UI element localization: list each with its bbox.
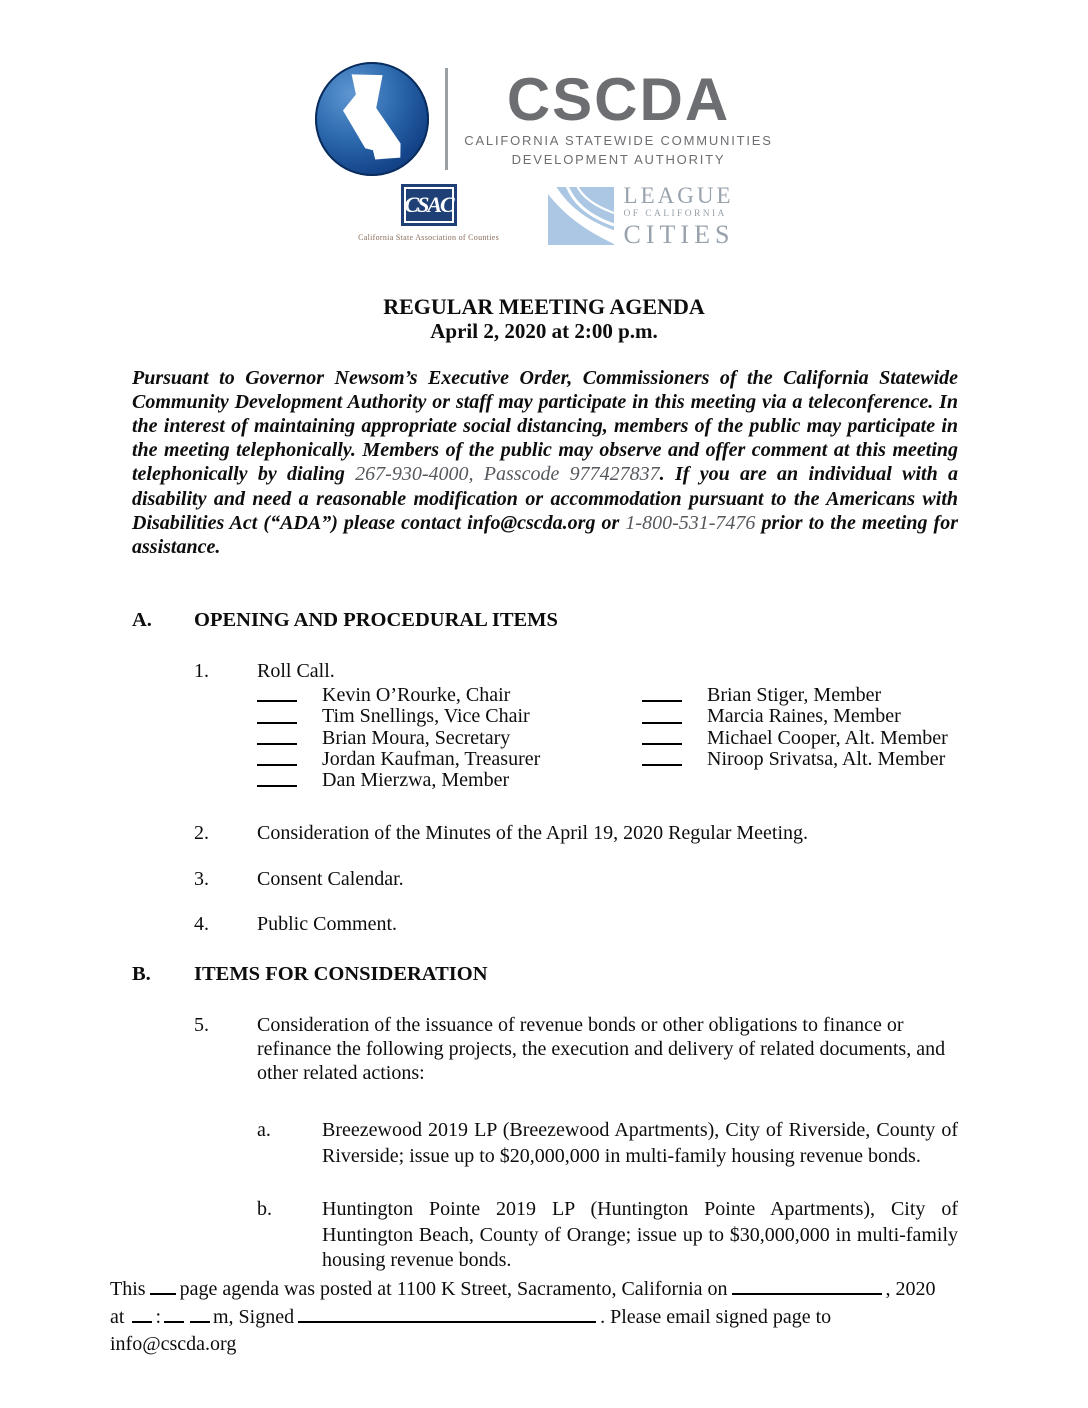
section-a-heading — [132, 609, 1088, 632]
vote-blank-line — [257, 762, 297, 766]
agenda-item-1 — [194, 659, 1088, 683]
roll-call-list — [257, 684, 1088, 790]
item-4-number: 4. — [194, 913, 209, 936]
item-5a-letter: a. — [257, 1119, 271, 1142]
footer-text: m, Signed — [213, 1305, 295, 1328]
posting-date-blank — [732, 1291, 882, 1295]
item-5-text: Consideration of the issuance of revenue bonds or other obligations to finance or refinance the following projects, the execution and delivery of related documents, and other related actions: — [257, 1014, 946, 1085]
item-5a-text: Breezewood 2019 LP (Breezewood Apartments), City of Riverside, County of Riverside; issue up to $20,000,000 in multi-family housing revenue bonds. — [322, 1119, 958, 1167]
league-swoosh-icon — [548, 187, 614, 245]
league-line-1: LEAGUE — [623, 183, 734, 208]
vote-blank-line — [257, 698, 297, 702]
teleconference-notice — [132, 366, 958, 560]
posting-certification-footer — [110, 1276, 954, 1359]
cscda-tagline-1: CALIFORNIA STATEWIDE COMMUNITIES — [464, 133, 773, 148]
footer-text: , 2020 at — [110, 1278, 936, 1328]
league-logo — [548, 184, 735, 248]
logo-divider — [445, 68, 448, 170]
meeting-datetime: April 2, 2020 at 2:00 p.m. — [430, 318, 658, 343]
agenda-item-5 — [194, 1013, 1088, 1085]
notice-text-3: prior to the meeting for assistance. — [132, 511, 958, 558]
csac-caption: California State Association of Counties — [358, 233, 499, 242]
section-b-letter: B. — [132, 963, 151, 986]
item-5b-text: Huntington Pointe 2019 LP (Huntington Pointe Apartments), City of Huntington Beach, County of Orange; issue up to $30,000,000 in multi-family housing revenue bonds. — [322, 1198, 958, 1272]
roll-call-row — [642, 705, 948, 726]
roll-call-row — [257, 684, 642, 705]
roll-call-row — [642, 748, 948, 769]
member-name: Dan Mierzwa, Member — [322, 768, 510, 791]
csac-logo-icon — [401, 184, 457, 226]
csac-acronym: CSAC — [404, 192, 453, 217]
roll-call-row — [257, 705, 642, 726]
cscda-tagline-2: DEVELOPMENT AUTHORITY — [511, 152, 726, 167]
item-3-number: 3. — [194, 868, 209, 891]
section-b-title: ITEMS FOR CONSIDERATION — [194, 963, 488, 986]
item-3-text: Consent Calendar. — [257, 868, 404, 891]
california-globe-icon — [315, 62, 429, 176]
member-name: Marcia Raines, Member — [707, 705, 901, 728]
document-title — [0, 294, 1088, 344]
meeting-title: REGULAR MEETING AGENDA — [383, 293, 705, 319]
partner-logos — [0, 184, 1088, 248]
vote-blank-line — [642, 698, 682, 702]
csac-logo — [354, 184, 504, 242]
vote-blank-line — [257, 783, 297, 787]
league-line-2: OF CALIFORNIA — [623, 209, 727, 219]
footer-line-1 — [110, 1276, 954, 1359]
roll-call-row — [642, 684, 948, 705]
member-name: Michael Cooper, Alt. Member — [707, 726, 948, 749]
item-4-text: Public Comment. — [257, 913, 397, 936]
footer-text: . Please email signed page to info@cscda.org — [110, 1305, 832, 1355]
footer-text: page agenda was posted at 1100 K Street, Sacramento, California on — [179, 1278, 728, 1300]
footer-text: : — [155, 1305, 161, 1328]
item-2-text: Consideration of the Minutes of the April 19, 2020 Regular Meeting. — [257, 822, 809, 845]
item-5-number: 5. — [194, 1014, 209, 1037]
agenda-item-2 — [194, 821, 1088, 845]
cscda-logo — [0, 0, 1088, 176]
section-a-title: OPENING AND PROCEDURAL ITEMS — [194, 609, 558, 632]
ampm-blank — [190, 1319, 210, 1323]
roll-call-row — [257, 769, 642, 790]
vote-blank-line — [642, 762, 682, 766]
agenda-item-5a — [257, 1118, 1088, 1169]
roll-call-row — [642, 727, 948, 748]
item-5b-letter: b. — [257, 1198, 272, 1221]
footer-text: This — [110, 1278, 146, 1300]
minute-blank — [164, 1319, 184, 1323]
league-line-3: CITIES — [623, 219, 735, 249]
signature-blank — [298, 1319, 596, 1323]
roll-call-right-column — [642, 684, 948, 790]
member-name: Jordan Kaufman, Treasurer — [322, 747, 541, 770]
agenda-item-4 — [194, 912, 1088, 936]
roll-call-left-column — [257, 684, 642, 790]
league-wordmark — [624, 184, 735, 248]
member-name: Niroop Srivatsa, Alt. Member — [707, 747, 946, 770]
vote-blank-line — [257, 741, 297, 745]
section-a-letter: A. — [132, 609, 152, 632]
california-state-shape — [328, 70, 416, 168]
agenda-item-5b — [257, 1197, 1088, 1274]
vote-blank-line — [642, 720, 682, 724]
cscda-wordmark — [464, 66, 773, 168]
page-count-blank — [150, 1291, 176, 1295]
item-2-number: 2. — [194, 822, 209, 845]
cscda-acronym: CSCDA — [506, 66, 731, 133]
notice-text-2: . If you are an individual with a disability and need a reasonable modification or accommodation pursuant to the Americans with Disabilities Act (“ADA”) please contact info@cscda.org or — [132, 463, 959, 534]
vote-blank-line — [257, 720, 297, 724]
member-name: Kevin O’Rourke, Chair — [322, 684, 511, 707]
member-name: Brian Stiger, Member — [707, 684, 882, 707]
member-name: Brian Moura, Secretary — [322, 726, 511, 749]
item-1-text: Roll Call. — [257, 660, 335, 683]
ada-phone-number: 1-800-531-7476 — [625, 511, 756, 534]
member-name: Tim Snellings, Vice Chair — [322, 705, 530, 728]
hour-blank — [132, 1319, 152, 1323]
vote-blank-line — [642, 741, 682, 745]
section-b-heading — [132, 963, 1088, 986]
notice-text-1: Pursuant to Governor Newsom’s Executive Order, Commissioners of the California Statewide Community Development Authority or staff may participate in this meeting via a teleconference. In the interest of maintaining appropriate social distancing, members of the public may participate in the meeting telephonically. Members of the public may observe and offer comment at this meeting telephonically by dialing — [132, 366, 958, 486]
roll-call-row — [257, 727, 642, 748]
item-1-number: 1. — [194, 660, 209, 683]
agenda-item-3 — [194, 867, 1088, 891]
dial-in-number: 267-930-4000, Passcode 977427837 — [355, 463, 660, 486]
roll-call-row — [257, 748, 642, 769]
